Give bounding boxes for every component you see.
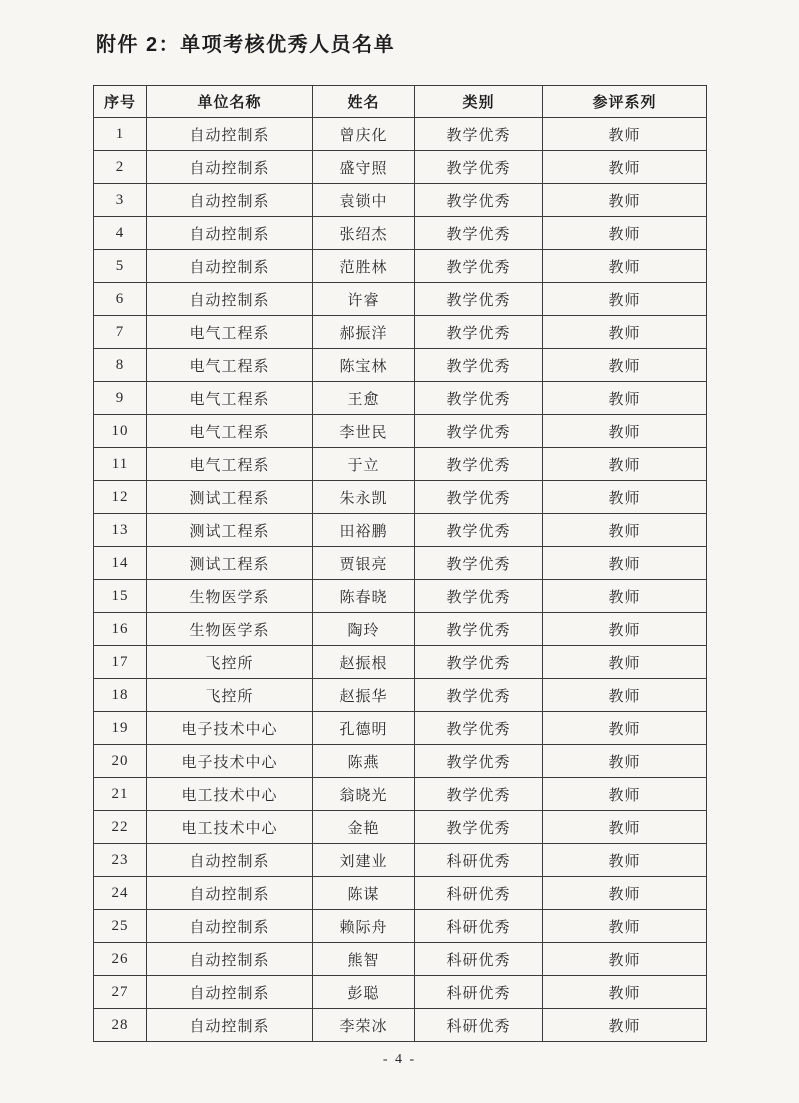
table-cell-category: 教学优秀: [415, 349, 543, 382]
table-row: [94, 448, 707, 481]
table-cell-category: 教学优秀: [415, 184, 543, 217]
table-cell-series: 教师: [543, 382, 707, 415]
table-cell-category: 教学优秀: [415, 514, 543, 547]
table-cell-unit: 电气工程系: [147, 316, 313, 349]
table-cell-unit: 自动控制系: [147, 976, 313, 1009]
table-row: [94, 844, 707, 877]
table-cell-unit: 自动控制系: [147, 1009, 313, 1042]
table-cell-index: 18: [94, 679, 147, 712]
table-row: [94, 316, 707, 349]
table-cell-unit: 电工技术中心: [147, 778, 313, 811]
table-row: [94, 910, 707, 943]
table-cell-category: 教学优秀: [415, 547, 543, 580]
table-cell-category: 教学优秀: [415, 811, 543, 844]
table-cell-series: 教师: [543, 1009, 707, 1042]
table-cell-category: 教学优秀: [415, 580, 543, 613]
table-cell-category: 科研优秀: [415, 844, 543, 877]
table-row: [94, 877, 707, 910]
table-cell-name: 许睿: [313, 283, 415, 316]
table-cell-unit: 电工技术中心: [147, 811, 313, 844]
table-cell-unit: 测试工程系: [147, 547, 313, 580]
table-row: [94, 151, 707, 184]
table-cell-index: 2: [94, 151, 147, 184]
table-cell-category: 教学优秀: [415, 646, 543, 679]
table-cell-index: 28: [94, 1009, 147, 1042]
table-cell-series: 教师: [543, 844, 707, 877]
table-cell-category: 科研优秀: [415, 910, 543, 943]
table-cell-category: 教学优秀: [415, 679, 543, 712]
table-cell-name: 于立: [313, 448, 415, 481]
table-cell-index: 25: [94, 910, 147, 943]
table-cell-series: 教师: [543, 745, 707, 778]
table-cell-index: 4: [94, 217, 147, 250]
table-cell-category: 教学优秀: [415, 778, 543, 811]
table-header-row: [94, 86, 707, 118]
table-cell-unit: 自动控制系: [147, 943, 313, 976]
table-cell-unit: 测试工程系: [147, 481, 313, 514]
table-cell-index: 3: [94, 184, 147, 217]
table-cell-unit: 电气工程系: [147, 448, 313, 481]
table-row: [94, 1009, 707, 1042]
table-cell-category: 教学优秀: [415, 151, 543, 184]
table-cell-category: 教学优秀: [415, 283, 543, 316]
table-cell-unit: 测试工程系: [147, 514, 313, 547]
table-cell-series: 教师: [543, 580, 707, 613]
table-cell-name: 李荣冰: [313, 1009, 415, 1042]
table-row: [94, 646, 707, 679]
table-row: [94, 382, 707, 415]
table-cell-name: 盛守照: [313, 151, 415, 184]
table-cell-unit: 飞控所: [147, 646, 313, 679]
table-cell-name: 金艳: [313, 811, 415, 844]
table-row: [94, 184, 707, 217]
table-cell-index: 7: [94, 316, 147, 349]
table-cell-series: 教师: [543, 778, 707, 811]
table-cell-unit: 自动控制系: [147, 877, 313, 910]
table-cell-index: 8: [94, 349, 147, 382]
table-cell-index: 20: [94, 745, 147, 778]
table-cell-series: 教师: [543, 976, 707, 1009]
table-cell-series: 教师: [543, 811, 707, 844]
table-cell-unit: 电气工程系: [147, 382, 313, 415]
table-row: [94, 943, 707, 976]
table-cell-unit: 自动控制系: [147, 910, 313, 943]
table-cell-series: 教师: [543, 250, 707, 283]
table-cell-series: 教师: [543, 547, 707, 580]
table-cell-index: 15: [94, 580, 147, 613]
table-cell-name: 陈燕: [313, 745, 415, 778]
table-cell-name: 袁锁中: [313, 184, 415, 217]
table-cell-unit: 生物医学系: [147, 580, 313, 613]
table-cell-unit: 电气工程系: [147, 415, 313, 448]
table-cell-index: 13: [94, 514, 147, 547]
table-cell-index: 6: [94, 283, 147, 316]
table-cell-series: 教师: [543, 151, 707, 184]
column-header-name: 姓名: [313, 86, 415, 118]
table-cell-unit: 自动控制系: [147, 844, 313, 877]
table-body: [94, 118, 707, 1042]
table-cell-series: 教师: [543, 448, 707, 481]
table-cell-name: 赵振华: [313, 679, 415, 712]
award-roster-table: [93, 85, 707, 1042]
table-cell-category: 教学优秀: [415, 316, 543, 349]
table-row: [94, 217, 707, 250]
table-cell-unit: 自动控制系: [147, 151, 313, 184]
table-cell-index: 16: [94, 613, 147, 646]
column-header-index: 序号: [94, 86, 147, 118]
table-cell-name: 陈宝林: [313, 349, 415, 382]
table-cell-series: 教师: [543, 613, 707, 646]
table-cell-name: 陶玲: [313, 613, 415, 646]
table-cell-series: 教师: [543, 481, 707, 514]
table-cell-name: 赵振根: [313, 646, 415, 679]
table-cell-name: 陈谋: [313, 877, 415, 910]
table-cell-series: 教师: [543, 316, 707, 349]
table-cell-series: 教师: [543, 184, 707, 217]
table-cell-category: 教学优秀: [415, 250, 543, 283]
table-cell-name: 翁晓光: [313, 778, 415, 811]
table-cell-unit: 电气工程系: [147, 349, 313, 382]
table-row: [94, 613, 707, 646]
table-cell-index: 10: [94, 415, 147, 448]
table-row: [94, 250, 707, 283]
table-cell-series: 教师: [543, 349, 707, 382]
table-cell-name: 彭聪: [313, 976, 415, 1009]
table-cell-name: 田裕鹏: [313, 514, 415, 547]
table-cell-category: 科研优秀: [415, 1009, 543, 1042]
table-cell-category: 教学优秀: [415, 118, 543, 151]
table-cell-unit: 电子技术中心: [147, 712, 313, 745]
table-cell-category: 教学优秀: [415, 448, 543, 481]
table-cell-series: 教师: [543, 283, 707, 316]
table-row: [94, 712, 707, 745]
table-cell-unit: 自动控制系: [147, 118, 313, 151]
page-title: 附件 2：单项考核优秀人员名单: [96, 34, 396, 56]
table-cell-series: 教师: [543, 877, 707, 910]
table-cell-unit: 电子技术中心: [147, 745, 313, 778]
table-row: [94, 481, 707, 514]
table-cell-index: 5: [94, 250, 147, 283]
table-cell-unit: 自动控制系: [147, 217, 313, 250]
page-number: - 4 -: [382, 1052, 417, 1067]
table-cell-name: 朱永凯: [313, 481, 415, 514]
table-cell-index: 21: [94, 778, 147, 811]
table-cell-index: 24: [94, 877, 147, 910]
table-cell-category: 科研优秀: [415, 943, 543, 976]
table-cell-index: 22: [94, 811, 147, 844]
table-row: [94, 745, 707, 778]
table-cell-index: 17: [94, 646, 147, 679]
table-row: [94, 679, 707, 712]
table-cell-name: 范胜林: [313, 250, 415, 283]
column-header-series: 参评系列: [543, 86, 707, 118]
table-cell-name: 郝振洋: [313, 316, 415, 349]
table-cell-index: 27: [94, 976, 147, 1009]
table-cell-name: 王愈: [313, 382, 415, 415]
table-cell-index: 11: [94, 448, 147, 481]
column-header-category: 类别: [415, 86, 543, 118]
table-cell-name: 熊智: [313, 943, 415, 976]
column-header-unit: 单位名称: [147, 86, 313, 118]
table-cell-category: 教学优秀: [415, 613, 543, 646]
table-row: [94, 976, 707, 1009]
table-row: [94, 349, 707, 382]
table-cell-unit: 自动控制系: [147, 250, 313, 283]
table-cell-name: 贾银亮: [313, 547, 415, 580]
table-cell-category: 科研优秀: [415, 877, 543, 910]
table-cell-index: 23: [94, 844, 147, 877]
table-row: [94, 514, 707, 547]
table-cell-category: 教学优秀: [415, 712, 543, 745]
table-cell-series: 教师: [543, 415, 707, 448]
table-cell-series: 教师: [543, 217, 707, 250]
table-cell-unit: 自动控制系: [147, 283, 313, 316]
table-header: [94, 86, 707, 118]
table-cell-index: 14: [94, 547, 147, 580]
table-row: [94, 283, 707, 316]
table-cell-category: 教学优秀: [415, 217, 543, 250]
table-cell-name: 陈春晓: [313, 580, 415, 613]
table-cell-name: 刘建业: [313, 844, 415, 877]
table-cell-index: 26: [94, 943, 147, 976]
table-cell-category: 教学优秀: [415, 415, 543, 448]
table-cell-series: 教师: [543, 118, 707, 151]
table-cell-series: 教师: [543, 646, 707, 679]
table-cell-index: 9: [94, 382, 147, 415]
table-cell-name: 李世民: [313, 415, 415, 448]
table-cell-unit: 自动控制系: [147, 184, 313, 217]
table-cell-unit: 生物医学系: [147, 613, 313, 646]
table-cell-series: 教师: [543, 943, 707, 976]
table-row: [94, 547, 707, 580]
table-row: [94, 811, 707, 844]
table-cell-index: 1: [94, 118, 147, 151]
table-cell-name: 张绍杰: [313, 217, 415, 250]
table-cell-index: 19: [94, 712, 147, 745]
table-cell-series: 教师: [543, 712, 707, 745]
table-cell-unit: 飞控所: [147, 679, 313, 712]
table-cell-name: 孔德明: [313, 712, 415, 745]
table-cell-series: 教师: [543, 910, 707, 943]
table-cell-category: 科研优秀: [415, 976, 543, 1009]
table-cell-category: 教学优秀: [415, 481, 543, 514]
table-row: [94, 580, 707, 613]
table-cell-category: 教学优秀: [415, 745, 543, 778]
table-cell-category: 教学优秀: [415, 382, 543, 415]
table-cell-series: 教师: [543, 514, 707, 547]
table-cell-series: 教师: [543, 679, 707, 712]
table-row: [94, 778, 707, 811]
table-cell-name: 曾庆化: [313, 118, 415, 151]
table-cell-index: 12: [94, 481, 147, 514]
table-row: [94, 415, 707, 448]
table-row: [94, 118, 707, 151]
table-cell-name: 赖际舟: [313, 910, 415, 943]
